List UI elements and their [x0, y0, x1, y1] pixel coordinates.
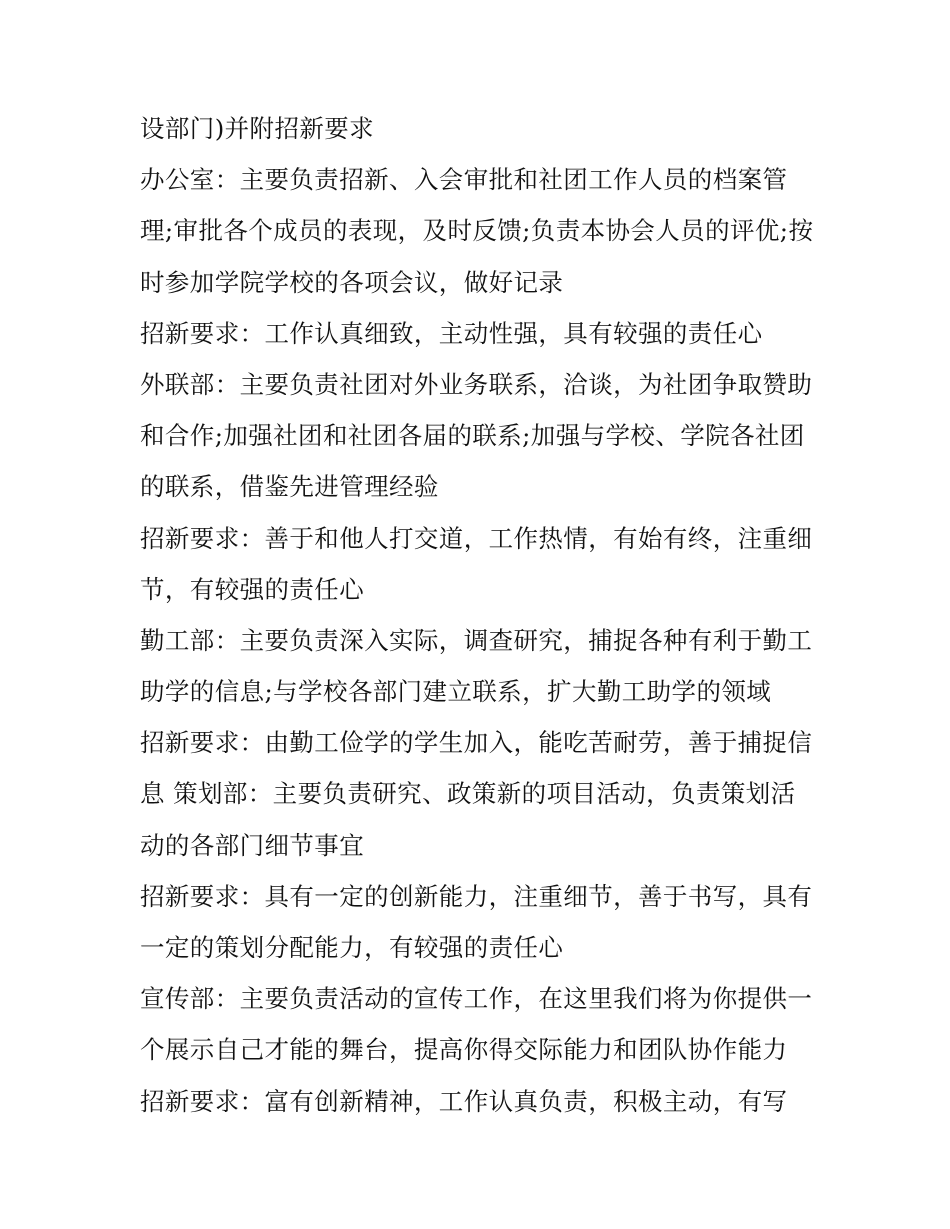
text-line: 宣传部：主要负责活动的宣传工作，在这里我们将为你提供一 — [140, 984, 813, 1014]
text-line: 招新要求：由勤工俭学的学生加入，能吃苦耐劳，善于捕捉信 — [140, 728, 813, 758]
text-line: 理;审批各个成员的表现，及时反馈;负责本协会人员的评优;按 — [140, 216, 814, 246]
text-line: 和合作;加强社团和社团各届的联系;加强与学校、学院各社团 — [140, 421, 805, 451]
text-line: 息 策划部：主要负责研究、政策新的项目活动，负责策划活 — [140, 779, 796, 809]
text-line: 设部门)并附招新要求 — [140, 114, 375, 143]
text-line: 助学的信息;与学校各部门建立联系，扩大勤工助学的领域 — [140, 677, 772, 707]
text-line: 个展示自己才能的舞台，提高你得交际能力和团队协作能力 — [140, 1035, 788, 1065]
text-line: 招新要求：工作认真细致，主动性强，具有较强的责任心 — [140, 318, 763, 348]
text-line: 时参加学院学校的各项会议，做好记录 — [140, 267, 564, 297]
text-line: 招新要求：善于和他人打交道，工作热情，有始有终，注重细 — [140, 523, 813, 553]
text-line: 的联系，借鉴先进管理经验 — [140, 472, 439, 502]
text-line: 勤工部：主要负责深入实际，调查研究，捕捉各种有利于勤工 — [140, 625, 813, 655]
document-body — [140, 103, 820, 1127]
text-line: 节，有较强的责任心 — [140, 574, 365, 604]
text-line: 招新要求：富有创新精神，工作认真负责，积极主动，有写 — [140, 1086, 788, 1116]
text-line: 招新要求：具有一定的创新能力，注重细节，善于书写，具有 — [140, 881, 813, 911]
text-line: 动的各部门细节事宜 — [140, 830, 365, 860]
text-line: 一定的策划分配能力，有较强的责任心 — [140, 933, 564, 962]
text-line: 办公室：主要负责招新、入会审批和社团工作人员的档案管 — [140, 165, 788, 195]
text-line: 外联部：主要负责社团对外业务联系，洽谈，为社团争取赞助 — [140, 369, 813, 399]
